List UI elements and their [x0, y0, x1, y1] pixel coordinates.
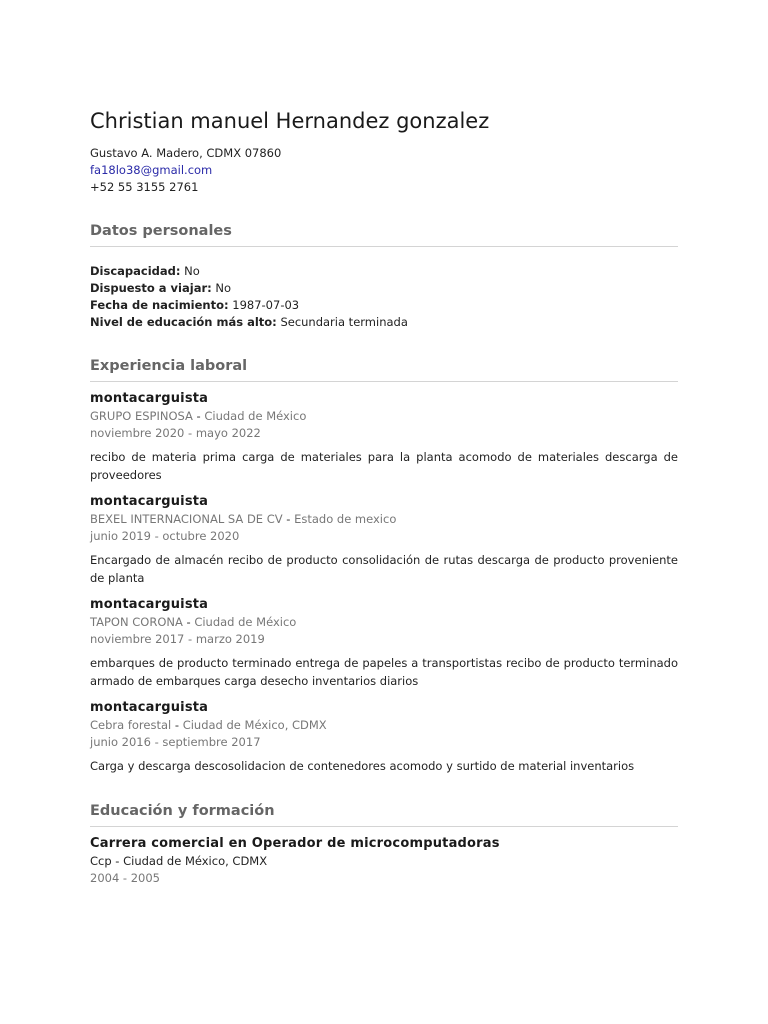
personal-section — [90, 221, 678, 331]
job-dates: noviembre 2017 - marzo 2019 — [90, 632, 265, 646]
job-company-line — [90, 511, 678, 528]
personal-label: Dispuesto a viajar: — [90, 281, 212, 295]
job-title: montacarguista — [90, 494, 209, 509]
job-company-line — [90, 614, 678, 631]
job-separator: - — [171, 718, 183, 732]
personal-row — [90, 314, 678, 331]
job-company: Cebra forestal — [90, 718, 172, 732]
job-separator: - — [192, 409, 205, 423]
job-location: Ciudad de México — [194, 615, 297, 629]
job-entry — [90, 493, 678, 587]
experience-section-title: Experiencia laboral — [90, 358, 248, 374]
job-location: Estado de mexico — [294, 512, 397, 526]
personal-label: Nivel de educación más alto: — [90, 315, 277, 329]
job-entry — [90, 390, 678, 484]
job-company-line — [90, 717, 678, 734]
job-dates: noviembre 2020 - mayo 2022 — [90, 426, 261, 440]
job-description: recibo de materia prima carga de materiales para la planta acomodo de materiales descarga de proveedores — [90, 450, 678, 482]
job-entry — [90, 596, 678, 690]
job-company: GRUPO ESPINOSA — [90, 409, 193, 423]
job-location: Ciudad de México, CDMX — [182, 718, 327, 732]
education-dates: 2004 - 2005 — [90, 871, 160, 885]
job-title: montacarguista — [90, 700, 209, 715]
personal-value: Secundaria terminada — [280, 315, 408, 329]
job-description: Encargado de almacén recibo de producto consolidación de rutas descarga de producto proveniente de planta — [90, 553, 678, 585]
job-company-line — [90, 408, 678, 425]
personal-value: No — [184, 264, 200, 278]
personal-section-title: Datos personales — [90, 223, 232, 239]
personal-value: No — [215, 281, 232, 295]
personal-row — [90, 280, 678, 297]
job-company: TAPON CORONA — [90, 615, 183, 629]
candidate-name: Christian manuel Hernandez gonzalez — [90, 109, 490, 133]
job-dates: junio 2019 - octubre 2020 — [90, 529, 240, 543]
job-title: montacarguista — [90, 391, 209, 406]
job-entry — [90, 699, 678, 775]
resume-header — [90, 106, 678, 196]
education-institution: Ccp - Ciudad de México, CDMX — [90, 854, 268, 868]
personal-label: Fecha de nacimiento: — [90, 298, 229, 312]
personal-list — [90, 263, 678, 331]
phone-text: +52 55 3155 2761 — [90, 180, 199, 194]
job-title: montacarguista — [90, 597, 209, 612]
education-entry — [90, 835, 678, 887]
personal-value: 1987-07-03 — [232, 298, 300, 312]
education-section-title: Educación y formación — [90, 803, 275, 819]
job-location: Ciudad de México — [204, 409, 307, 423]
personal-row — [90, 297, 678, 314]
section-divider — [90, 826, 678, 827]
education-section — [90, 801, 678, 887]
job-company: BEXEL INTERNACIONAL SA DE CV — [90, 512, 283, 526]
email-link[interactable]: fa18lo38@gmail.com — [90, 163, 213, 177]
personal-row — [90, 263, 678, 280]
address-text: Gustavo A. Madero, CDMX 07860 — [90, 146, 282, 160]
job-separator: - — [182, 615, 195, 629]
section-divider — [90, 381, 678, 382]
job-description: Carga y descarga descosolidacion de contenedores acomodo y surtido de material inventarios — [90, 759, 635, 773]
section-divider — [90, 246, 678, 247]
education-title: Carrera comercial en Operador de microcomputadoras — [90, 836, 500, 851]
personal-label: Discapacidad: — [90, 264, 181, 278]
job-dates: junio 2016 - septiembre 2017 — [90, 735, 261, 749]
experience-section — [90, 356, 678, 775]
job-description: embarques de producto terminado entrega de papeles a transportistas recibo de producto terminado armado de embarques carga desecho inventarios diarios — [90, 656, 678, 688]
job-separator: - — [282, 512, 295, 526]
